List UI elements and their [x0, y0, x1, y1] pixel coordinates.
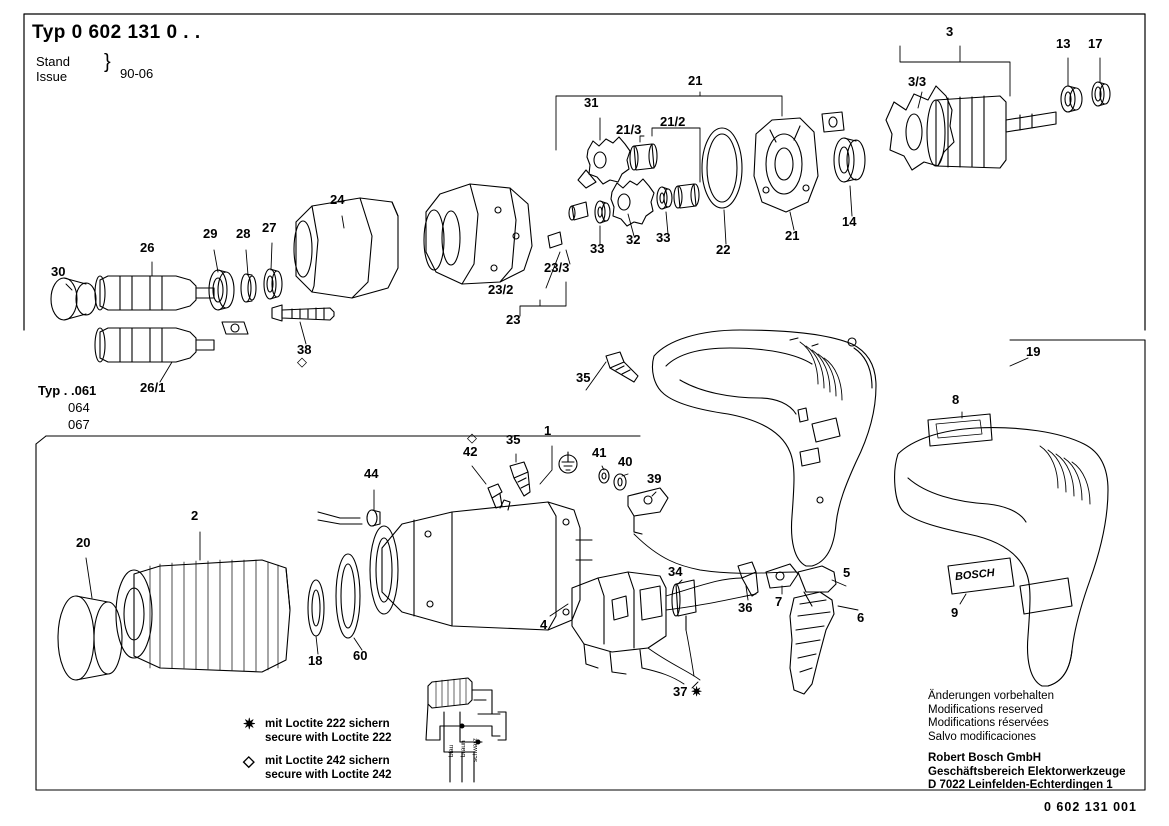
legend-text-de-222: mit Loctite 222 sichern [265, 718, 390, 730]
part-20-ring [58, 596, 122, 680]
document-number: 0 602 131 001 [1044, 800, 1137, 814]
callout-28: 28 [236, 226, 251, 241]
part-3-armature [886, 86, 1056, 170]
part-9-housing-shell [895, 428, 1108, 686]
company-name: Robert Bosch GmbH [928, 752, 1042, 764]
footer-line-de: Änderungen vorbehalten [928, 690, 1054, 702]
callout-4: 4 [540, 617, 548, 632]
callout-21-2: 21/2 [660, 114, 686, 129]
callout-7: 7 [775, 594, 783, 609]
wiring-label-schwarz: schwarz [472, 738, 479, 762]
part-5-cord [798, 566, 836, 606]
company-address: D 7022 Leinfelden-Echterdingen 1 [928, 779, 1113, 791]
callout-1: 1 [544, 423, 552, 438]
callout-13: 13 [1056, 36, 1071, 51]
part-clip-block [822, 112, 844, 132]
part-23-2-pin [569, 202, 588, 220]
part-41-washer [599, 469, 609, 483]
callout-3-3: 3/3 [908, 74, 927, 89]
part-29-bearing [209, 270, 234, 310]
callout-23-2: 23/2 [488, 282, 514, 297]
part-26-spindle [95, 276, 214, 310]
part-21-3-bushing [630, 144, 657, 170]
callout-24: 24 [330, 192, 345, 207]
stand-label: Stand [36, 54, 70, 69]
part-27-seal [264, 269, 282, 299]
part-26-1-spindle [95, 328, 214, 362]
type-variant-067: 067 [68, 417, 90, 432]
wiring-diagram [424, 678, 506, 782]
part-21-2-bushing [674, 184, 699, 208]
callout-30: 30 [51, 264, 66, 279]
footer-line-fr: Modifications réservées [928, 717, 1049, 729]
part-44-element [318, 510, 380, 526]
part-33-washer-left [595, 201, 610, 223]
part-28-washer [241, 274, 256, 302]
callout-42: 42 [463, 444, 478, 459]
callout-20: 20 [76, 535, 91, 550]
part-36-screw [738, 562, 758, 596]
legend-text-en-242: secure with Loctite 242 [265, 768, 392, 781]
callout-33-left: 33 [590, 241, 605, 256]
callout-8: 8 [952, 392, 960, 407]
part-40-washer [614, 474, 626, 490]
callout-21: 21 [688, 73, 703, 88]
callout-38: 38 [297, 342, 312, 357]
issue-date: 90-06 [120, 66, 154, 81]
footer-line-en: Modifications reserved [928, 703, 1044, 716]
legend-text-en-222: secure with Loctite 222 [265, 731, 392, 744]
callout-18: 18 [308, 653, 323, 668]
callout-44: 44 [364, 466, 379, 481]
callout-26-1: 26/1 [140, 380, 166, 395]
callout-2: 2 [191, 508, 199, 523]
diamond-marker-icon: ◇ [243, 753, 255, 770]
diamond-icon-42: ◇ [467, 430, 477, 445]
callout-31: 31 [584, 95, 599, 110]
callout-35-lower: 35 [506, 432, 521, 447]
callout-3: 3 [946, 24, 954, 39]
part-18-washer [308, 580, 324, 636]
legend-text-de-242: mit Loctite 242 sichern [265, 755, 390, 767]
part-14-bearing [834, 138, 865, 182]
part-13-bearing [1061, 86, 1082, 112]
diamond-icon-38: ◇ [297, 354, 307, 369]
callout-35-upper: 35 [576, 370, 591, 385]
part-key-block-left [222, 322, 248, 334]
callout-27: 27 [262, 220, 277, 235]
part-6-cord-grip [790, 592, 834, 694]
callout-5: 5 [843, 565, 851, 580]
callout-60: 60 [353, 648, 368, 663]
callout-14: 14 [842, 214, 857, 229]
company-division: Geschäftsbereich Elektorwerkzeuge [928, 765, 1126, 778]
callout-21-3: 21/3 [616, 122, 642, 137]
part-17-ring [1092, 82, 1110, 106]
part-23-3-pin [548, 232, 562, 248]
callout-33-right: 33 [656, 230, 671, 245]
part-2-stator [116, 560, 290, 672]
ground-symbol-icon [559, 452, 577, 473]
part-7-clip [766, 564, 798, 588]
page-title: Typ 0 602 131 0 . . [32, 22, 201, 43]
callout-22: 22 [716, 242, 731, 257]
callout-34: 34 [668, 564, 683, 579]
type-variant-064: 064 [68, 400, 90, 415]
callout-40: 40 [618, 454, 633, 469]
part-34-capacitor [672, 580, 696, 630]
lower-leader-lines [86, 358, 1028, 688]
callout-36: 36 [738, 600, 753, 615]
callout-6: 6 [857, 610, 865, 625]
callout-23-3: 23/3 [544, 260, 570, 275]
callout-39: 39 [647, 471, 662, 486]
part-42-screw [488, 484, 502, 508]
part-35-screws-lower [510, 462, 530, 496]
callout-37: 37 ✷ [673, 684, 702, 699]
callout-9: 9 [951, 605, 959, 620]
callout-17: 17 [1088, 36, 1103, 51]
bosch-brand-plate: BOSCH [954, 566, 996, 584]
part-30-cap [51, 278, 96, 320]
part-60-ring [336, 554, 360, 638]
callout-32: 32 [626, 232, 641, 247]
part-19-housing-shell [652, 330, 876, 566]
callout-29: 29 [203, 226, 218, 241]
part-39-bracket [628, 488, 668, 534]
wiring-harness [634, 534, 796, 684]
type-variants-label: Typ . .061 [38, 383, 97, 398]
upper-leader-lines [66, 46, 1100, 385]
asterisk-marker-icon: ✷ [243, 716, 256, 733]
footer-line-es: Salvo modificaciones [928, 730, 1037, 743]
wiring-label-braun: braun [460, 740, 467, 757]
part-21-cover [754, 118, 818, 212]
brace-glyph: } [104, 51, 111, 73]
part-24-gear-housing [294, 198, 398, 298]
callout-41: 41 [592, 445, 607, 460]
wiring-label-blau: blau [448, 744, 455, 757]
part-24-gear-housing-rear [424, 184, 532, 284]
part-32-pinion [611, 179, 654, 226]
callout-19: 19 [1026, 344, 1041, 359]
part-33-washer-right [657, 187, 672, 209]
part-31-pinion [578, 137, 630, 188]
callout-23: 23 [506, 312, 521, 327]
part-4-switch [572, 572, 666, 674]
callout-21-lower: 21 [785, 228, 800, 243]
issue-label: Issue [36, 69, 68, 84]
callout-26: 26 [140, 240, 155, 255]
part-35-screw-upper [606, 352, 638, 382]
part-22-o-ring [702, 128, 742, 208]
